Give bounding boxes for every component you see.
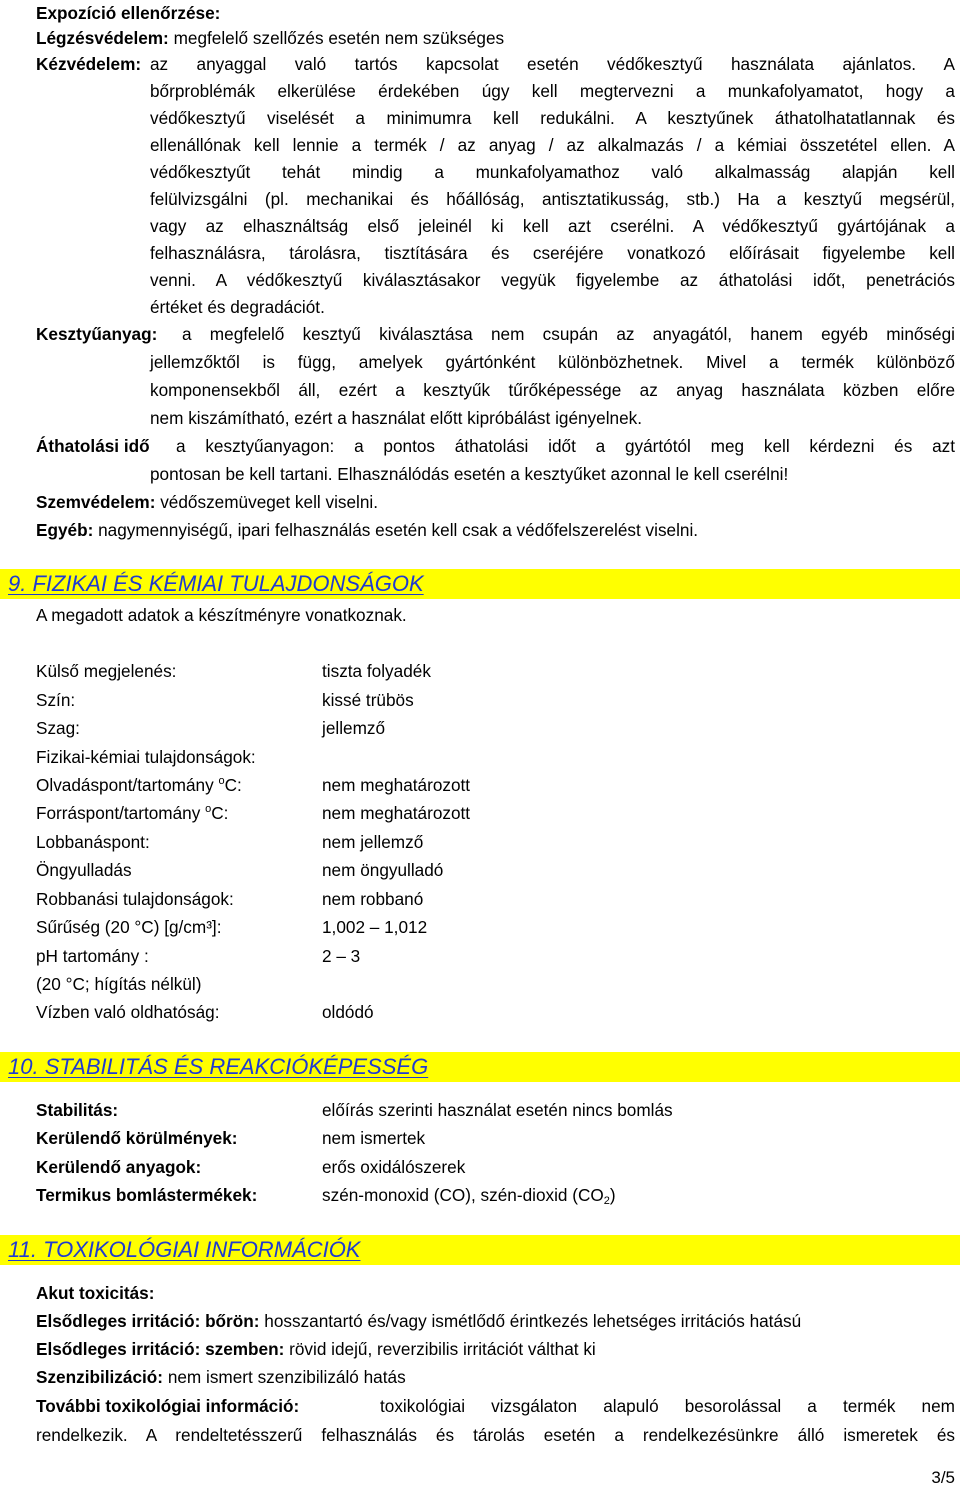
penetration-time-line: a kesztyűanyagon: a pontos áthatolási időt a gyártótól meg kell kérdezni és azt bbox=[176, 436, 955, 456]
hand-protection-line: bőrproblémák elkerülése érdekében úgy kell megtervezni a munkafolyamatot, hogy a bbox=[150, 81, 955, 101]
glove-material-line: a megfelelő kesztyű kiválasztása nem csupán az anyagától, hanem egyéb minőségi bbox=[182, 324, 955, 344]
acute-toxicity: Akut toxicitás: bbox=[36, 1283, 155, 1303]
further-toxicology-line: rendelkezik. A rendeltetésszerű felhasználás és tárolás esetén a rendelkezésünkre álló ismeretek és bbox=[36, 1425, 955, 1445]
glove-material-line: nem kiszámítható, ezért a használat előtt kipróbálást igényelnek. bbox=[150, 408, 643, 428]
hand-protection-line: védőkesztyűt tehát mindig a munkafolyamathoz való alkalmasság alapján kell bbox=[150, 162, 955, 182]
sds-page: Expozíció ellenőrzése: Légzésvédelem: megfelelő szellőzés esetén nem szükséges Kézvédelem: az anyaggal való tartós kapcsolat esetén védőkesztyű használata ajánlatos. A bőrproblémák elkerülése érdekében úgy kell megtervezni a munkafolyamatot, hogy a védőkesztyű viselését a minimumra kell redukálni. A kesztyűnek áthatolhatatlannak és ellenállónak kell lennie a termék / az anyag / az alkalmazás / a kémiai összetétel ellen. A védőkesztyűt tehát mindig a munkafolyamathoz való alkalmasság alapján kell felülvizsgálni (pl. mechanikai és hőállóság, antisztatikusság, stb.) Ha a kesztyű megsérül, vagy az elhasználtság első jeleinél ki kell azt cserélni. A védőkesztyű gyártójának a felhasználásra, tárolásra, tisztítására és cseréjére vonatkozó előírásait figyelembe kell venni. A védőkesztyű kiválasztásakor vegyük figyelembe az áthatolási időt, penetrációs értéket és degradációt. Kesztyűanyag: a megfelelő kesztyű kiválasztása nem csupán az anyagától, hanem egyéb minőségi jellemzőktől is függ, amelyek gyártónként különbözhetnek. Mivel a termék különböző komponensekből áll, ezért a kesztyűk tűrőképessége az anyag használata közben előre nem kiszámítható, ezért a használat előtt kipróbálást igényelnek. Áthatolási idő a kesztyűanyagon: a pontos áthatolási időt a gyártótól meg kell kérdezni és azt pontosan be kell tartani. Elhasználódás esetén a kesztyűket azonnal le kell cserélni! Szemvédelem: védőszemüveget kell viselni. Egyéb: nagymennyiségű, ipari felhasználás esetén kell csak a védőfelszerelést viselni. 9. FIZIKAI ÉS KÉMIAI TULAJDONSÁGOK A megadott adatok a készítményre vonatkoznak. Külső megjelenés: tiszta folyadék Szín: kissé trübös Szag: jellemző Fizikai-kémiai tulajdonságok: Olvadáspont/tartomány $^o$C: nem meghatározott Forráspont/tartomány $^o$C: nem meghatározott Lobbanáspont: nem jellemző Öngyulladás nem öngyulladó Robbanási tulajdonságok: nem robbanó Sűrűség (20 °C) [g/cm³]: 1,002 – 1,012 pH tartomány : 2 – 3 (20 °C; hígítás nélkül) Vízben való oldhatóság: oldódó 10. STABILITÁS ÉS REAKCIÓKÉPESSÉG Stabilitás: előírás szerinti használat esetén nincs bomlás Kerülendő körülmények: nem ismertek Kerülendő anyagok: erős oxidálószerek Termikus bomlástermékek: szén-monoxid (CO), szén-dioxid $(CO_2)$ 11. TOXIKOLÓGIAI INFORMÁCIÓK Akut toxicitás: Elsődleges irritáció: bőrön: hosszantartó és/vagy ismétlődő érintkezés lehetséges irritációs hatású Elsődleges irritáció: szemben: rövid idejű, reverzibilis irritációt válthat ki Szenzibilizáció: nem ismert szenzibilizáló hatás További toxikológiai információ: toxikológiai vizsgálaton alapuló besorolással a termék nem rendelkezik. A rendeltetésszerű felhasználás és tárolás esetén a rendelkezésünkre álló ismeretek és 3/5 bbox=[0, 0, 960, 1497]
hand-protection-label: Kézvédelem: bbox=[36, 54, 142, 74]
further-toxicology-label: További toxikológiai információ: bbox=[36, 1396, 300, 1416]
eye-protection: Szemvédelem: védőszemüveget kell viselni. bbox=[36, 492, 379, 512]
skin-irritation: Elsődleges irritáció: bőrön: hosszantartó és/vagy ismétlődő érintkezés lehetséges irritációs hatású bbox=[36, 1311, 802, 1331]
section-9-intro: A megadott adatok a készítményre vonatkoznak. bbox=[36, 605, 407, 625]
glove-material-label: Kesztyűanyag: bbox=[36, 324, 158, 344]
hand-protection-line: vagy az elhasználtság első jeleinél ki kell azt cserélni. A védőkesztyű gyártójának a bbox=[150, 216, 955, 236]
hand-protection-line: felülvizsgálni (pl. mechanikai és hőállóság, antisztatikusság, stb.) Ha a kesztyű megsérül, bbox=[150, 189, 955, 209]
hand-protection-line: venni. A védőkesztyű kiválasztásakor vegyük figyelembe az áthatolási időt, penetrációs bbox=[150, 270, 955, 290]
hand-protection-line: az anyaggal való tartós kapcsolat esetén védőkesztyű használata ajánlatos. A bbox=[150, 54, 955, 74]
further-toxicology-line: toxikológiai vizsgálaton alapuló besorolással a termék nem bbox=[380, 1396, 955, 1416]
page-number: 3/5 bbox=[931, 1468, 955, 1487]
section-11-heading: 11. TOXIKOLÓGIAI INFORMÁCIÓK bbox=[0, 1235, 960, 1265]
sensitization: Szenzibilizáció: nem ismert szenzibilizáló hatás bbox=[36, 1367, 406, 1387]
hand-protection-line: védőkesztyű viselését a minimumra kell redukálni. A kesztyűnek áthatolhatatlannak és bbox=[150, 108, 955, 128]
section-9-heading: 9. FIZIKAI ÉS KÉMIAI TULAJDONSÁGOK bbox=[0, 569, 960, 599]
respiratory-protection: Légzésvédelem: megfelelő szellőzés esetén nem szükséges bbox=[36, 28, 505, 48]
penetration-time-line: pontosan be kell tartani. Elhasználódás esetén a kesztyűket azonnal le kell cserélni! bbox=[150, 464, 789, 484]
other-protection: Egyéb: nagymennyiségű, ipari felhasználás esetén kell csak a védőfelszerelést viselni. bbox=[36, 520, 699, 540]
penetration-time-label: Áthatolási idő bbox=[36, 436, 150, 456]
hand-protection-line: ellenállónak kell lennie a termék / az anyag / az alkalmazás / a kémiai összetétel ellen. A bbox=[150, 135, 955, 155]
glove-material-line: jellemzőktől is függ, amelyek gyártónként különbözhetnek. Mivel a termék különböző bbox=[150, 352, 955, 372]
section-10-heading: 10. STABILITÁS ÉS REAKCIÓKÉPESSÉG bbox=[0, 1052, 960, 1082]
exposure-heading: Expozíció ellenőrzése: bbox=[36, 3, 221, 23]
hand-protection-line: értéket és degradációt. bbox=[150, 297, 325, 317]
hand-protection-line: felhasználásra, tárolásra, tisztítására és cseréjére vonatkozó előírásait figyelembe kell bbox=[150, 243, 955, 263]
eye-irritation: Elsődleges irritáció: szemben: rövid idejű, reverzibilis irritációt válthat ki bbox=[36, 1339, 596, 1359]
glove-material-line: komponensekből áll, ezért a kesztyűk tűrőképessége az anyag használata közben előre bbox=[150, 380, 955, 400]
